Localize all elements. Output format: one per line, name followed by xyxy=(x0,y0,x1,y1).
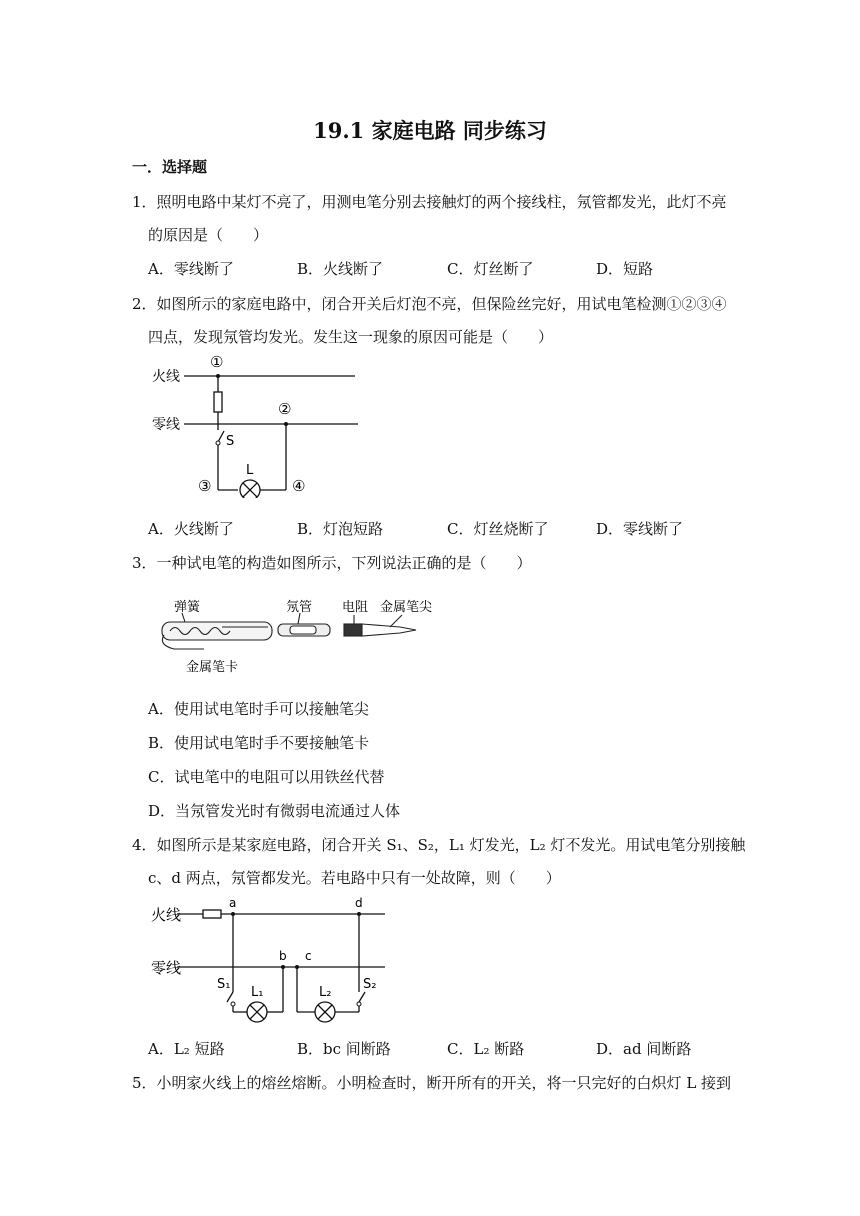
q4-lamp-l2-label: L₂ xyxy=(319,985,332,1000)
q4-option-b[interactable]: B．bc 间断路 xyxy=(297,1040,391,1058)
q1-option-c[interactable]: C．灯丝断了 xyxy=(447,260,534,278)
q2-option-a[interactable]: A．火线断了 xyxy=(148,520,234,538)
q2-switch-label: S xyxy=(226,434,235,449)
q4-live-wire-label: 火线 xyxy=(151,906,182,924)
q4-switch-s1-label: S₁ xyxy=(217,977,231,992)
section-heading: 一．选择题 xyxy=(132,158,208,176)
q2-live-wire-label: 火线 xyxy=(152,369,180,385)
q4-switch-s2-label: S₂ xyxy=(363,977,377,992)
q2-point-1: ① xyxy=(210,353,224,371)
q3-metal-clip-label: 金属笔卡 xyxy=(186,660,239,675)
q1-option-a[interactable]: A．零线断了 xyxy=(148,260,234,278)
q3-spring-label: 弹簧 xyxy=(174,600,201,615)
q4-neutral-wire-label: 零线 xyxy=(151,959,182,977)
q4-point-d: d xyxy=(355,896,363,910)
q4-point-b: b xyxy=(279,949,287,963)
q4-option-a[interactable]: A．L₂ 短路 xyxy=(148,1040,225,1058)
q2-lamp-label: L xyxy=(246,463,254,478)
q3-option-a[interactable]: A．使用试电笔时手可以接触笔尖 xyxy=(148,700,369,718)
q1-text-line1: 1．照明电路中某灯不亮了，用测电笔分别去接触灯的两个接线柱，氖管都发光，此灯不亮 xyxy=(132,193,727,211)
q3-neon-tube-label: 氖管 xyxy=(286,600,313,615)
q5-text-line1: 5．小明家火线上的熔丝熔断。小明检查时，断开所有的开关，将一只完好的白炽灯 L 接到 xyxy=(132,1074,732,1092)
q2-option-b[interactable]: B．灯泡短路 xyxy=(297,520,384,538)
q4-option-c[interactable]: C．L₂ 断路 xyxy=(447,1040,525,1058)
q2-circuit-diagram xyxy=(140,348,380,498)
q4-point-a: a xyxy=(229,896,237,910)
q3-option-c[interactable]: C．试电笔中的电阻可以用铁丝代替 xyxy=(148,768,385,786)
q3-option-b[interactable]: B．使用试电笔时手不要接触笔卡 xyxy=(148,734,370,752)
q4-option-d[interactable]: D．ad 间断路 xyxy=(596,1040,692,1058)
q2-option-d[interactable]: D．零线断了 xyxy=(596,520,684,538)
q2-option-c[interactable]: C．灯丝烧断了 xyxy=(447,520,549,538)
q1-option-d[interactable]: D．短路 xyxy=(596,260,654,278)
q3-metal-tip-label: 金属笔尖 xyxy=(380,600,433,615)
q1-option-b[interactable]: B．火线断了 xyxy=(297,260,384,278)
q2-point-3: ③ xyxy=(198,477,212,495)
q2-text-line1: 2．如图所示的家庭电路中，闭合开关后灯泡不亮，但保险丝完好，用试电笔检测①②③④ xyxy=(132,295,727,313)
q2-point-4: ④ xyxy=(292,477,306,495)
q3-resistor-label: 电阻 xyxy=(342,600,369,615)
q3-text-line1: 3．一种试电笔的构造如图所示，下列说法正确的是（ ） xyxy=(132,554,532,572)
q3-option-d[interactable]: D．当氖管发光时有微弱电流通过人体 xyxy=(148,802,401,820)
q4-lamp-l1-label: L₁ xyxy=(251,985,264,1000)
q2-point-2: ② xyxy=(278,400,292,418)
q1-text-line2: 的原因是（ ） xyxy=(148,226,269,244)
q4-circuit-diagram xyxy=(145,892,405,1032)
q4-text-line1: 4．如图所示是某家庭电路，闭合开关 S₁、S₂，L₁ 灯发光，L₂ 灯不发光。用试电笔分别接触 xyxy=(132,836,746,854)
q2-text-line2: 四点，发现氖管均发光。发生这一现象的原因可能是（ ） xyxy=(148,328,554,346)
q4-point-c: c xyxy=(305,949,312,963)
q3-test-pen-diagram xyxy=(150,595,450,680)
q4-text-line2: c、d 两点，氖管都发光。若电路中只有一处故障，则（ ） xyxy=(148,869,561,887)
page-title: 19.1 家庭电路 同步练习 xyxy=(313,118,547,143)
q2-neutral-wire-label: 零线 xyxy=(152,417,180,433)
